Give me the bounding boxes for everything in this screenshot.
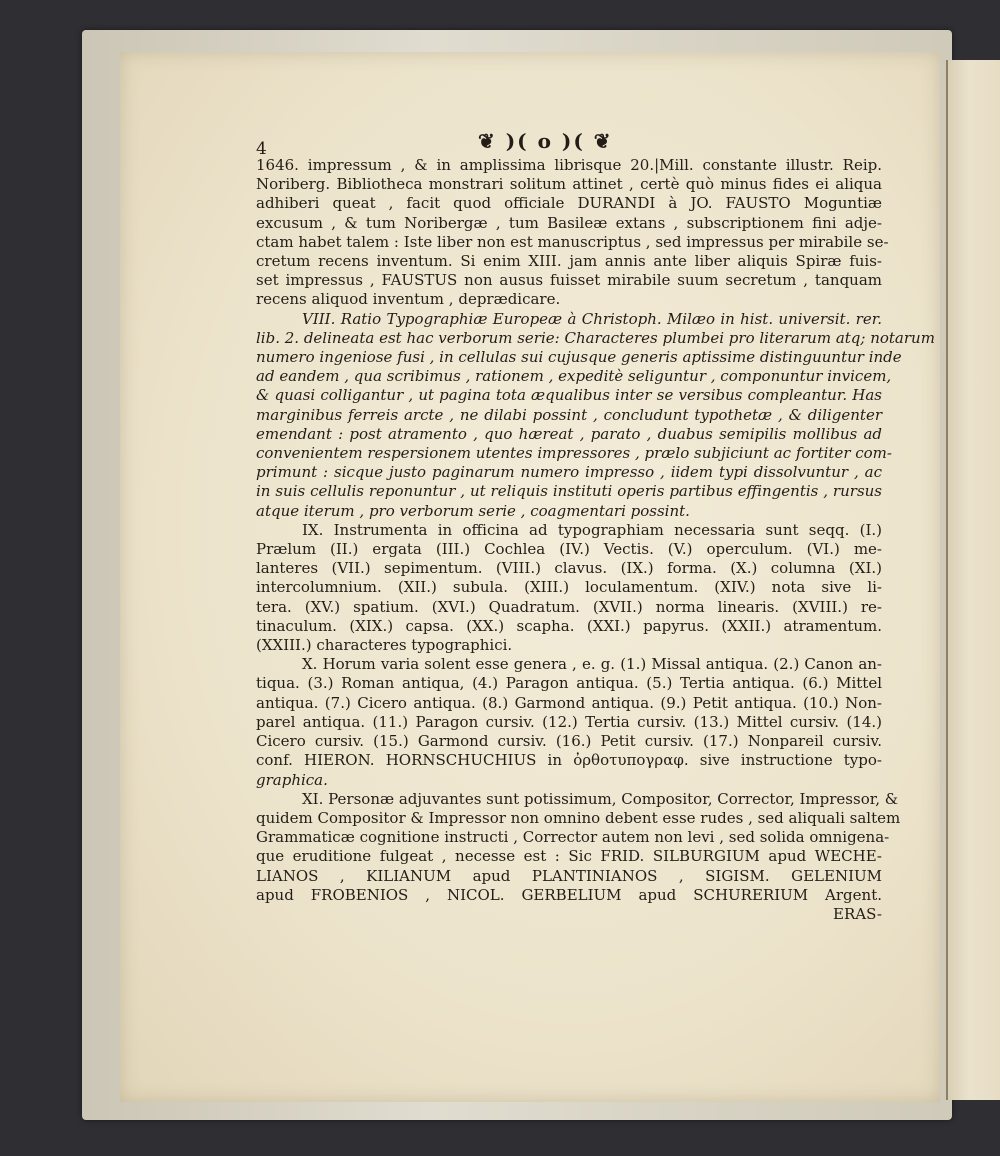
text-line: conf. HIERON. HORNSCHUCHIUS in ὀρθοτυπογραφ. sive instructione typo- [256, 751, 882, 770]
text-line: Cicero cursiv. (15.) Garmond cursiv. (16.) Petit cursiv. (17.) Nonpareil cursiv. [256, 732, 882, 751]
text-line: lib. 2. delineata est hac verborum serie: Characteres plumbei pro literarum atq; notarum [256, 328, 935, 347]
text-line: emendant : post atramento , quo hæreat , parato , duabus semipilis mollibus ad [256, 424, 882, 443]
text-line: set impressus , FAUSTUS non ausus fuisset mirabile suum secretum , tanquam [256, 271, 882, 290]
text-line: 1646. impressum , & in amplissima librisque 20.|Mill. constante illustr. Reip. [256, 156, 882, 174]
text-line: apud FROBENIOS , NICOL. GERBELIUM apud SCHURERIUM Argent. [256, 885, 882, 904]
text-line: XI. Personæ adjuvantes sunt potissimum, Compositor, Corrector, Impressor, & [302, 789, 899, 808]
text-line: cretum recens inventum. Si enim XIII. jam annis ante liber aliquis Spiræ fuis- [256, 252, 882, 271]
text-line: IX. Instrumenta in officina ad typographiam necessaria sunt seqq. (I.) [302, 520, 882, 539]
text-line: adhiberi queat , facit quod officiale DURANDI à JO. FAUSTO Moguntiæ [256, 194, 882, 213]
text-line: quidem Compositor & Impressor non omnino debent esse rudes , sed aliquali saltem [256, 808, 901, 827]
text-line: Noriberg. Bibliotheca monstrari solitum attinet , certè quò minus fides ei aliqua [256, 175, 882, 194]
text-line: tiqua. (3.) Roman antiqua, (4.) Paragon antiqua. (5.) Tertia antiqua. (6.) Mittel [256, 674, 882, 693]
page-number: 4 [256, 139, 267, 159]
text-line: ctam habet talem : Iste liber non est manuscriptus , sed impressus per mirabile se- [256, 232, 889, 251]
page-header [256, 120, 882, 159]
text-line: LIANOS , KILIANUM apud PLANTINIANOS , SIGISM. GELENIUM [256, 866, 882, 885]
text-line: que eruditione fulgeat , necesse est : Sic FRID. SILBURGIUM apud WECHE- [256, 847, 882, 866]
text-line: excusum , & tum Noribergæ , tum Basileæ extans , subscriptionem fini adje- [256, 213, 882, 232]
text-line: X. Horum varia solent esse genera , e. g. (1.) Missal antiqua. (2.) Canon an- [302, 655, 882, 674]
text-line: lanteres (VII.) sepimentum. (VIII.) clavus. (IX.) forma. (X.) columna (XI.) [256, 559, 882, 578]
text-line: antiqua. (7.) Cicero antiqua. (8.) Garmond antiqua. (9.) Petit antiqua. (10.) Non- [256, 693, 882, 712]
text-line: numero ingeniose fusi , in cellulas sui cujusque generis aptissime distinguuntur inde [256, 348, 902, 367]
text-line: parel antiqua. (11.) Paragon cursiv. (12.) Tertia cursiv. (13.) Mittel cursiv. (14.) [256, 712, 882, 731]
text-lines [256, 156, 935, 924]
text-line: Prælum (II.) ergata (III.) Cochlea (IV.) Vectis. (V.) operculum. (VI.) me- [256, 540, 882, 559]
text-line: marginibus ferreis arcte , ne dilabi possint , concludunt typothetæ , & diligenter [256, 405, 882, 424]
text-line: Grammaticæ cognitione instructi , Corrector autem non levi , sed solida omnigena- [256, 828, 890, 847]
page-text [256, 120, 935, 924]
text-line: in suis cellulis reponuntur , ut reliquis instituti operis partibus effingentis , rursus [256, 482, 882, 501]
header-ornament: ❦ )( o )( ❦ [478, 129, 613, 153]
text-line: intercolumnium. (XII.) subula. (XIII.) loculamentum. (XIV.) nota sive li- [256, 578, 882, 597]
text-line: ERAS- [833, 904, 882, 923]
text-line: recens aliquod inventum , deprædicare. [256, 290, 561, 309]
text-line: atque iterum , pro verborum serie , coagmentari possint. [256, 501, 690, 520]
text-line: primunt : sicque justo paginarum numero impresso , iidem typi dissolvuntur , ac [256, 463, 882, 482]
text-line: VIII. Ratio Typographiæ Europeæ à Christoph. Milæo in hist. universit. rer. [302, 309, 882, 328]
text-line: tinaculum. (XIX.) capsa. (XX.) scapha. (XXI.) papyrus. (XXII.) atramentum. [256, 616, 882, 635]
text-line: convenientem respersionem utentes impressores , prælo subjiciunt ac fortiter com- [256, 444, 892, 463]
facing-page-edge [946, 60, 1000, 1100]
text-line: graphica. [256, 770, 328, 789]
text-line: & quasi colligantur , ut pagina tota æqualibus inter se versibus compleantur. Has [256, 386, 882, 405]
text-line: (XXIII.) characteres typographici. [256, 636, 513, 655]
text-line: ad eandem , qua scribimus , rationem , expeditè seliguntur , componuntur invicem, [256, 367, 892, 386]
text-line: tera. (XV.) spatium. (XVI.) Quadratum. (XVII.) norma linearis. (XVIII.) re- [256, 597, 882, 616]
